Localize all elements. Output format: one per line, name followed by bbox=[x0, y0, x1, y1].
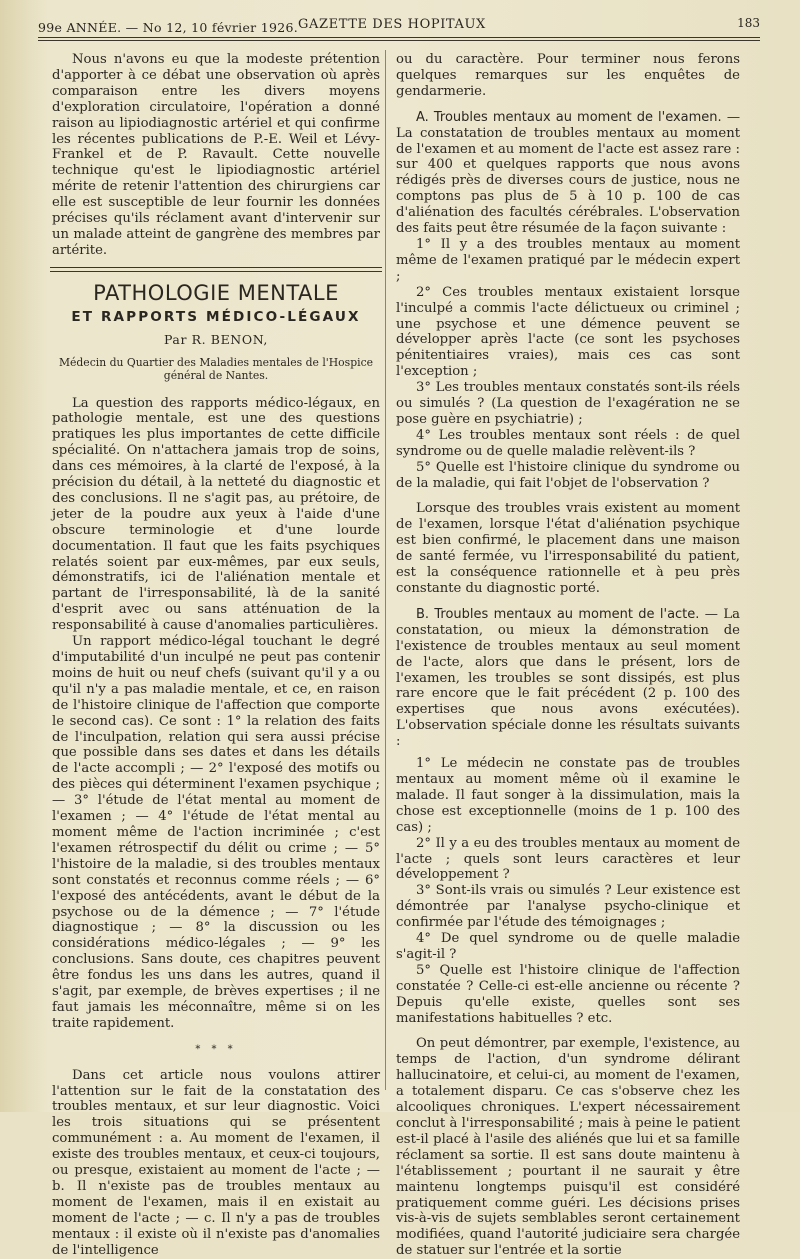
paragraph-1: La question des rapports médico-légaux, en pathologie mentale, est une des questions pratiques les plus importantes de cette difficile spécialité. On n'attachera jamais trop de soins, dans ces mémoires, à la clarté de l'exposé, à la précision du détail, à la netteté du diagnostic et des conclusions. Il ne s'agit pas, au prétoire, de jeter de la poudre aux yeux à l'aide d'une obscure terminologie et d'une lourde documentation. Il faut que les faits psychiques relatés soient par eux-mêmes, par eux seuls, démonstratifs, ici de l'aliénation mentale et partant de l'irresponsabilité, là de la sanité d'esprit avec ou sans atténuation de la responsabilité à cause d'anomalies particulières. bbox=[52, 395, 380, 634]
list-item: 4° De quel syndrome ou de quelle maladie s'agit-il ? bbox=[396, 931, 740, 962]
list-item: 5° Quelle est l'histoire clinique de l'affection constatée ? Celle-ci est-elle ancienne ou récente ? Depuis qu'elle existe, quelles sont ses manifestations habituelles ? etc. bbox=[396, 962, 740, 1026]
left-column bbox=[52, 52, 380, 1259]
list-item: 3° Sont-ils vrais ou simulés ? Leur existence est démontrée par l'analyse psycho-clinique et confirmée par l'étude des témoignages ; bbox=[396, 883, 740, 931]
section-b-text: — La constatation, ou mieux la démonstration de l'existence de troubles mentaux au seul moment de l'acte, alors que dans le présent, lors de l'examen, les troubles se sont dissipés, est plus rare encore que le fait précédent (2 p. 100 des expertises que nous avons exécutées). L'observation spéciale donne les résultats suivants : bbox=[396, 606, 740, 750]
page-number: 183 bbox=[737, 16, 760, 30]
section-a-conclusion: Lorsque des troubles vrais existent au moment de l'examen, lorsque l'état d'aliénation psychique est bien confirmé, le placement dans une maison de santé fermée, vu l'irresponsabilité du patient, est la conséquence rationnelle et à peu près constante du diagnostic porté. bbox=[396, 501, 740, 596]
list-item: 2° Il y a eu des troubles mentaux au moment de l'acte ; quels sont leurs caractères et leur développement ? bbox=[396, 835, 740, 883]
section-rule bbox=[50, 267, 382, 268]
issue-info: 99e ANNÉE. — No 12, 10 février 1926. bbox=[38, 20, 299, 35]
section-a-title: A. Troubles mentaux au moment de l'examen. bbox=[416, 109, 722, 125]
section-b-title: B. Troubles mentaux au moment de l'acte. bbox=[416, 606, 700, 622]
section-b-conclusion: On peut démontrer, par exemple, l'existence, au temps de l'action, d'un syndrome délirant hallucinatoire, et celui-ci, au moment de l'examen, a totalement disparu. Ce cas s'observe chez les alcooliques chroniques. L'expert nécessairement conclut à l'irresponsabilité ; mais à peine le patient est-il placé à l'asile des aliénés que lui et sa famille réclament sa sortie. Il est sans doute maintenu à l'établissement ; pourtant il ne saurait y être maintenu longtemps puisqu'il est considéré pratiquement comme guéri. Les décisions prises vis-à-vis de sujets semblables seront certainement modifiées, quand l'autorité judiciaire sera chargée de statuer sur l'entrée et la sortie bbox=[396, 1036, 740, 1259]
list-item: 1° Le médecin ne constate pas de troubles mentaux au moment même où il examine le malade. Il faut songer à la dissimulation, mais la chose est exceptionnelle (moins de 1 p. 100 des cas) ; bbox=[396, 756, 740, 835]
article-subtitle: ET RAPPORTS MÉDICO-LÉGAUX bbox=[71, 308, 361, 325]
paragraph-continued: ou du caractère. Pour terminer nous ferons quelques remarques sur les enquêtes de gendarmerie. bbox=[396, 52, 740, 99]
intro-paragraph: Nous n'avons eu que la modeste prétention d'apporter à ce débat une observation où après comparaison entre les divers moyens d'exploration circulatoire, l'opération a donné raison au lipiodiagnostic artériel et qui confirme les récentes publications de P.-E. Weil et Lévy-Frankel et de P. Ravault. Cette nouvelle technique qu'est le lipiodiagnostic artériel mérite de retenir l'attention des chirurgiens car elle est susceptible de leur fournir les données précises qu'ils réclament avant d'intervenir sur un malade atteint de gangrène des membres par artérite. bbox=[52, 52, 380, 258]
column-divider bbox=[385, 50, 386, 1090]
header-rule bbox=[38, 37, 760, 38]
list-item: 1° Il y a des troubles mentaux au moment même de l'examen pratiqué par le médecin expert ; bbox=[396, 236, 740, 284]
paragraph-3: Dans cet article nous voulons attirer l'attention sur le fait de la constatation des troubles mentaux, et sur leur diagnostic. Voici les trois situations qui se présentent communément : a. Au moment de l'examen, il existe des troubles mentaux, et ceux-ci toujours, ou presque, existaient au moment de l'acte ; — b. Il n'existe pas de troubles mentaux au moment de l'examen, mais il en existait au moment de l'acte ; — c. Il n'y a pas de troubles mentaux : il existe où il n'existe pas d'anomalies de l'intelligence bbox=[52, 1067, 380, 1258]
right-column bbox=[396, 52, 740, 1259]
header-rule-double bbox=[38, 40, 760, 41]
author-affiliation: Médecin du Quartier des Maladies mentales de l'Hospice général de Nantes. bbox=[58, 355, 374, 382]
article-title: PATHOLOGIE MENTALE bbox=[93, 280, 339, 305]
paragraph-2: Un rapport médico-légal touchant le degré d'imputabilité d'un inculpé ne peut pas contenir moins de huit ou neuf chefs (suivant qu'il y a ou qu'il n'y a pas maladie mentale, et ce, en raison de l'histoire clinique de l'affection que comporte le second cas). Ce sont : 1° la relation des faits de l'inculpation, relation qui sera aussi précise que possible dans ses dates et dans les détails de l'acte accompli ; — 2° l'exposé des motifs ou des pièces qui déterminent l'examen psychique ; — 3° l'étude de l'état mental au moment de l'examen ; — 4° l'étude de l'état mental au moment même de l'action incriminée ; c'est l'examen rétrospectif du délit ou crime ; — 5° l'histoire de la maladie, si des troubles mentaux sont constatés et reconnus comme réels ; — 6° l'exposé des antécédents, avant le début de la psychose ou de la démence ; — 7° l'étude diagnostique ; — 8° la discussion ou les considérations médico-légales ; — 9° les conclusions. Sans doute, ces chapitres peuvent être fondus les uns dans les autres, quand il s'agit, par exemple, de brèves expertises ; il ne faut jamais les méconnaître, même si on les traite rapidement. bbox=[52, 634, 380, 1031]
section-separator: * * * bbox=[195, 1043, 237, 1055]
author-byline: Par R. BENON, bbox=[163, 331, 269, 347]
section-a bbox=[396, 110, 740, 237]
section-b bbox=[396, 607, 740, 750]
section-rule-double bbox=[50, 271, 382, 272]
list-item: 4° Les troubles mentaux sont réels : de quel syndrome ou de quelle maladie relèvent-ils ? bbox=[396, 427, 740, 459]
list-item: 2° Ces troubles mentaux existaient lorsque l'inculpé a commis l'acte délictueux ou criminel ; une psychose et une démence peuvent se développer après l'acte (ce sont les psychoses pénitentiaires vraies), mais ces cas sont l'exception ; bbox=[396, 284, 740, 380]
list-item: 5° Quelle est l'histoire clinique du syndrome ou de la maladie, qui fait l'objet de l'observation ? bbox=[396, 459, 740, 491]
section-a-text: — La constatation de troubles mentaux au moment de l'examen et au moment de l'acte est assez rare : sur 400 et quelques rapports que nous avons rédigés près de diverses cours de justice, nous ne comptons pas plus de 5 à 10 p. 100 de cas d'aliénation des facultés cérébrales. L'observation des faits peut être résumée de la façon suivante : bbox=[396, 109, 740, 237]
list-item: 3° Les troubles mentaux constatés sont-ils réels ou simulés ? (La question de l'exagération ne se pose guère en psychiatrie) ; bbox=[396, 380, 740, 427]
journal-title: GAZETTE DES HOPITAUX bbox=[298, 17, 486, 32]
page-header bbox=[38, 14, 760, 36]
